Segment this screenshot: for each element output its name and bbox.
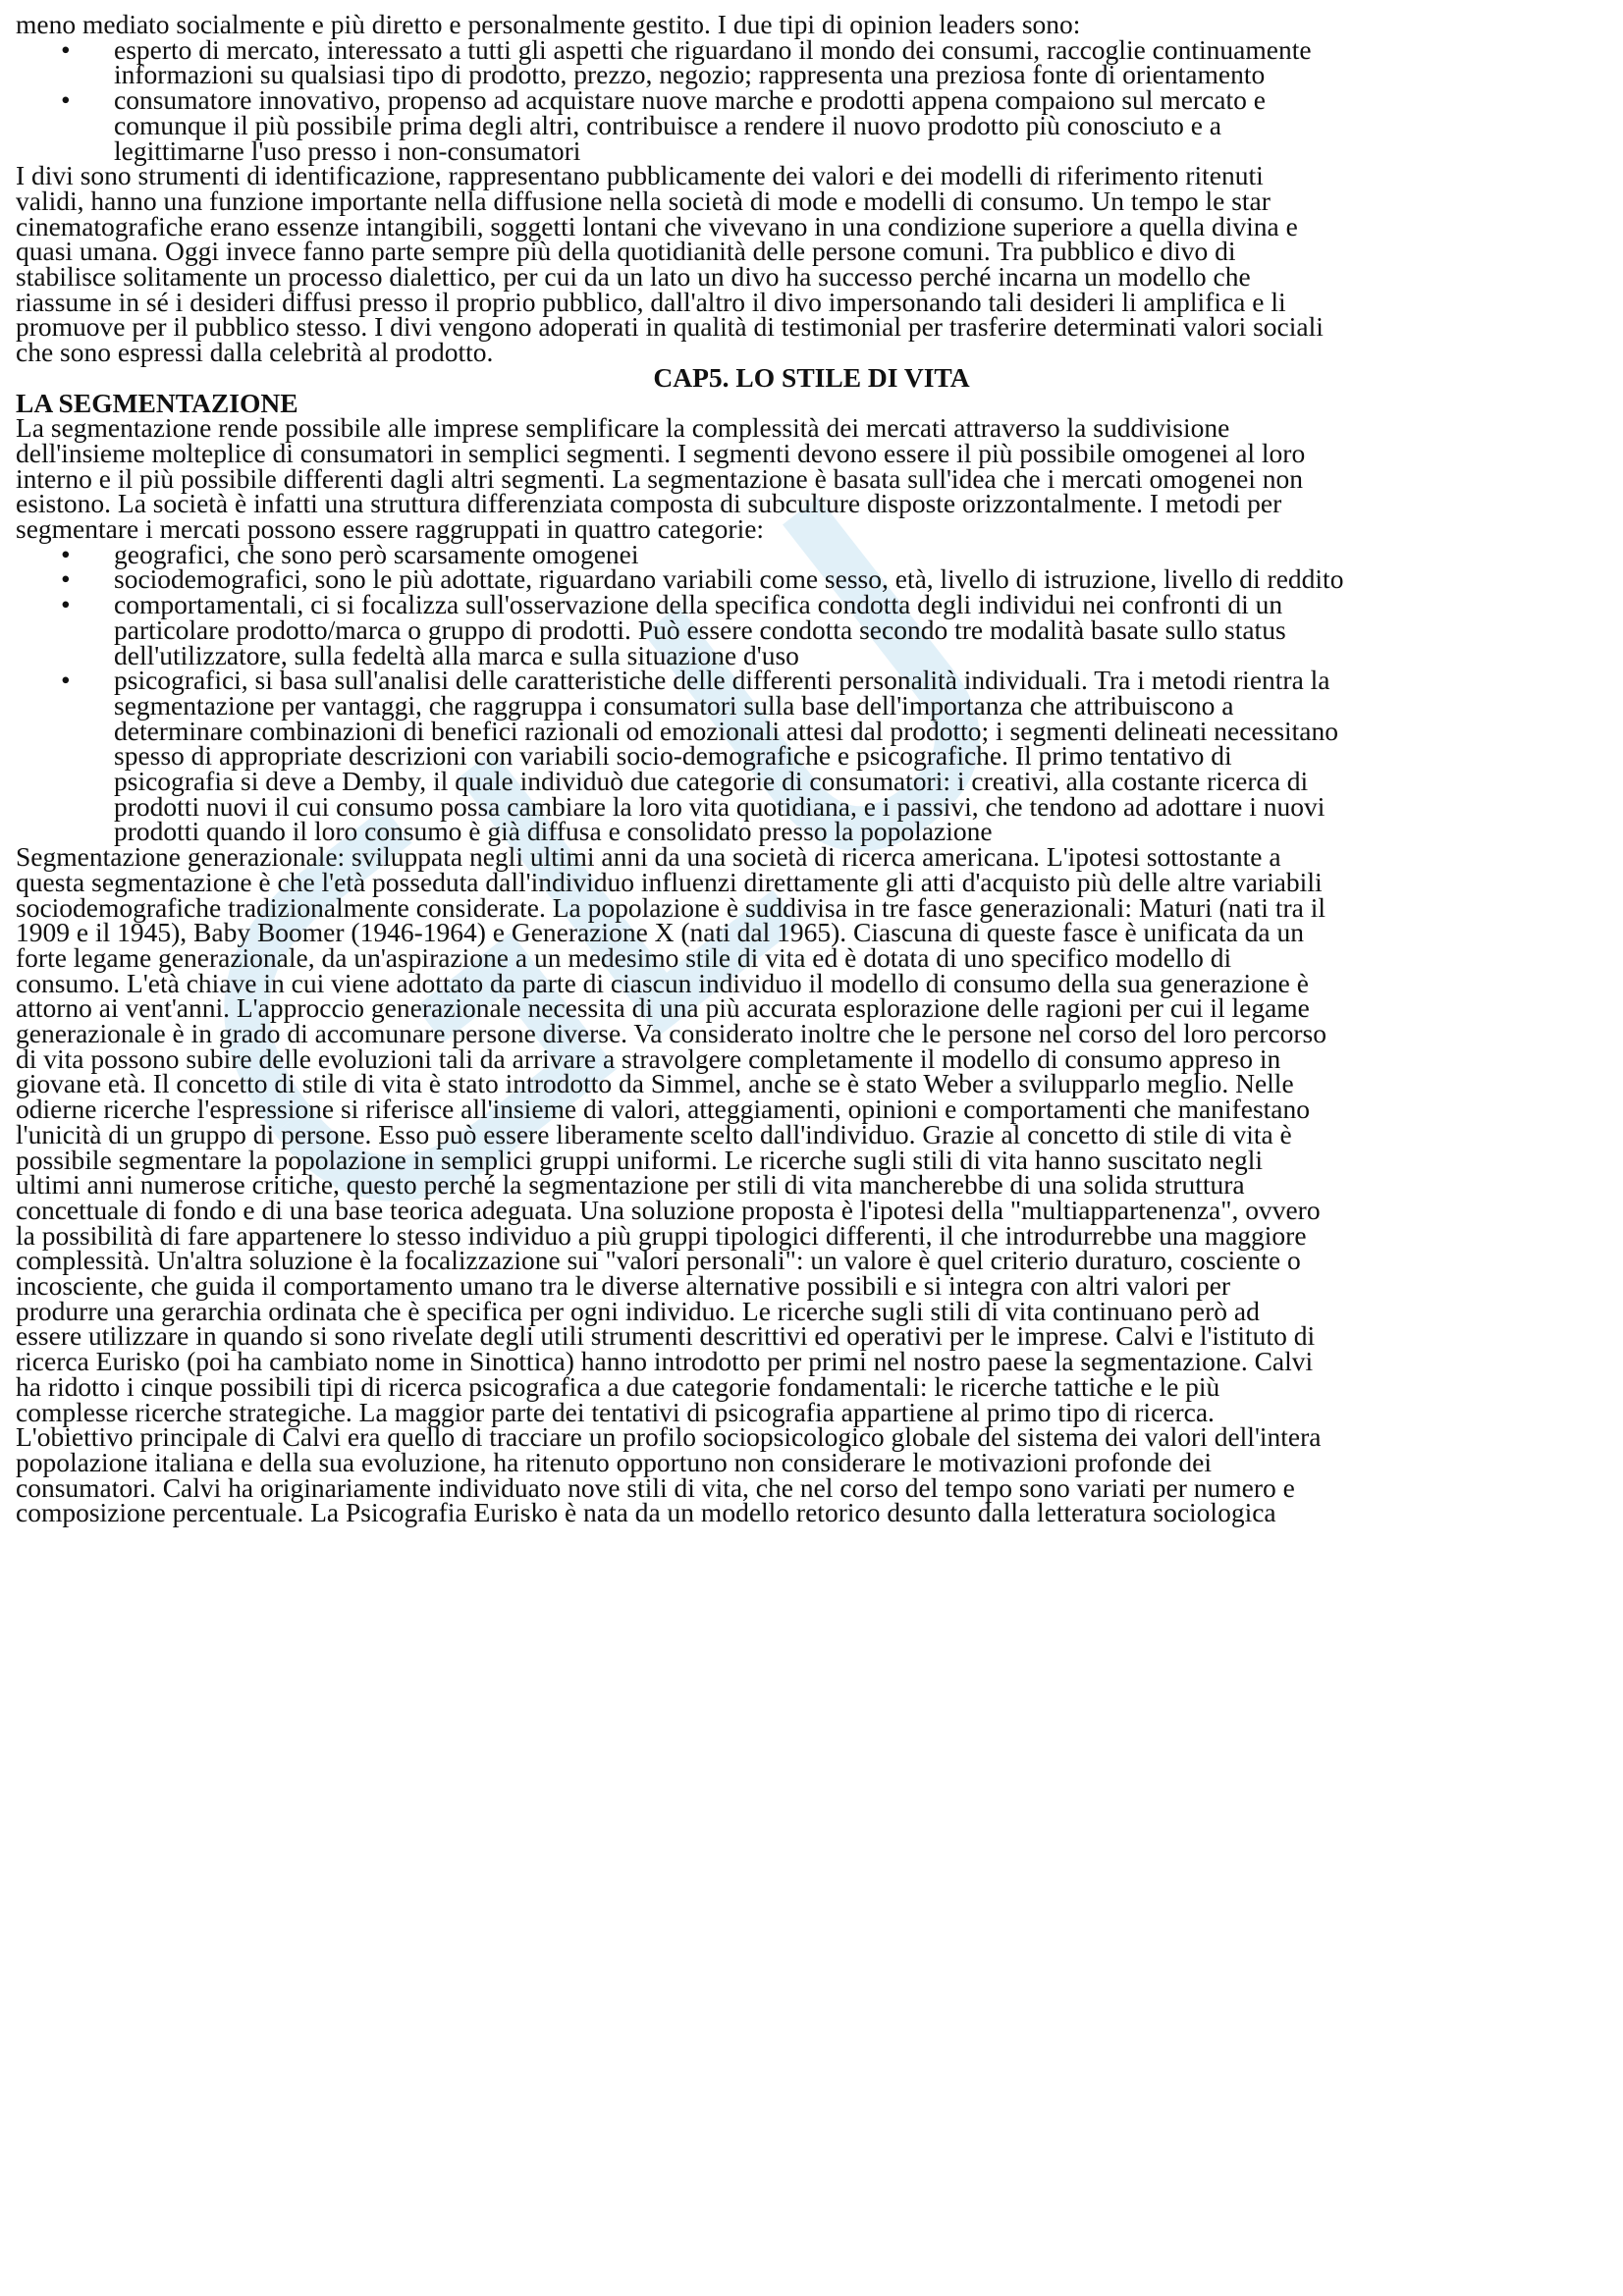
paragraph-line: generazionale è in grado di accomunare persone diverse. Va considerato inoltre che le persone nel corso del loro percorso <box>16 1018 1326 1048</box>
paragraph-line: stabilisce solitamente un processo dialettico, per cui da un lato un divo ha successo perché incarna un modello che <box>16 261 1251 292</box>
paragraph-line: riassume in sé i desideri diffusi presso il proprio pubblico, dall'altro il divo impersonando tali desideri li amplifica e li <box>16 286 1286 317</box>
bullet-marker: • <box>61 84 71 116</box>
paragraph-line: 1909 e il 1945), Baby Boomer (1946-1964) e Generazione X (nati dal 1965). Ciascuna di queste fasce è unificata da un <box>16 917 1304 948</box>
paragraph-line: che sono espressi dalla celebrità al prodotto. <box>16 337 494 368</box>
paragraph-line: incosciente, che guida il comportamento umano tra le diverse alternative possibili e si integra con altri valori per <box>16 1270 1231 1301</box>
paragraph-line: popolazione italiana e della sua evoluzione, ha ritenuto opportuno non considerare le motivazioni profonde dei <box>16 1446 1213 1477</box>
paragraph-line: complesse ricerche strategiche. La maggior parte dei tentativi di psicografia appartiene al primo tipo di ricerca. <box>16 1396 1215 1427</box>
list-item-line: particolare prodotto/marca o gruppo di prodotti. Può essere condotta secondo tre modalità basate sullo status <box>114 614 1286 645</box>
paragraph-line: ricerca Eurisko (poi ha cambiato nome in Sinottica) hanno introdotto per primi nel nostro paese la segmentazione. Calvi <box>16 1346 1314 1377</box>
paragraph-line: essere utilizzare in quando si sono rivelate degli utili strumenti descrittivi ed operativi per le imprese. Calvi e l'istituto di <box>16 1320 1316 1352</box>
paragraph-line: meno mediato socialmente e più diretto e personalmente gestito. I due tipi di opinion leaders sono: <box>16 9 1081 39</box>
paragraph-line: possibile segmentare la popolazione in semplici gruppi uniformi. Le ricerche sugli stili di vita hanno suscitato negli <box>16 1144 1264 1175</box>
list-item-line: informazioni su qualsiasi tipo di prodotto, prezzo, negozio; rappresenta una preziosa fonte di orientamento <box>114 59 1266 90</box>
paragraph-line: Segmentazione generazionale: sviluppata negli ultimi anni da una società di ricerca americana. L'ipotesi sottostante a <box>16 841 1281 873</box>
paragraph-line: forte legame generazionale, da un'aspirazione a un medesimo stile di vita ed è dotata di uno specifico modello di <box>16 941 1232 973</box>
paragraph-line: di vita possono subire delle evoluzioni tali da arrivare a stravolgere completamente il modello di consumo appreso in <box>16 1042 1281 1074</box>
paragraph-line: questa segmentazione è che l'età posseduta dall'individuo influenzi direttamente gli atti d'acquisto più delle altre variabili <box>16 866 1323 897</box>
paragraph-line: esistono. La società è infatti una struttura differenziata composta di subculture disposte orizzontalmente. I metodi per <box>16 488 1282 519</box>
paragraph-line: odierne ricerche l'espressione si riferisce all'insieme di valori, atteggiamenti, opinioni e comportamenti che manifestano <box>16 1094 1310 1125</box>
list-item-line: determinare combinazioni di benefici razionali od emozionali attesi dal prodotto; i segmenti delineati necessitano <box>114 715 1339 746</box>
paragraph-line: ultimi anni numerose critiche, questo perché la segmentazione per stili di vita mancherebbe di una solida struttura <box>16 1169 1245 1201</box>
paragraph-line: segmentare i mercati possono essere raggruppati in quattro categorie: <box>16 513 765 544</box>
paragraph-line: ha ridotto i cinque possibili tipi di ricerca psicografica a due categorie fondamentali: le ricerche tattiche e le più <box>16 1370 1220 1402</box>
paragraph-line: composizione percentuale. La Psicografia Eurisko è nata da un modello retorico desunto dalla letteratura sociologica <box>16 1497 1276 1528</box>
section-title: LA SEGMENTAZIONE <box>16 387 298 418</box>
paragraph-line: la possibilità di fare appartenere lo stesso individuo a più gruppi tipologici differenti, il che introdurrebbe una maggiore <box>16 1219 1307 1251</box>
bullet-marker: • <box>61 589 71 620</box>
chapter-title: CAP5. LO STILE DI VITA <box>653 361 970 393</box>
list-item-line: geografici, che sono però scarsamente omogenei <box>114 538 639 569</box>
paragraph-line: La segmentazione rende possibile alle imprese semplificare la complessità dei mercati attraverso la suddivisione <box>16 412 1230 444</box>
paragraph-line: quasi umana. Oggi invece fanno parte sempre più della quotidianità delle persone comuni. Tra pubblico e divo di <box>16 236 1236 267</box>
list-item-line: prodotti quando il loro consumo è già diffusa e consolidato presso la popolazione <box>114 816 993 847</box>
paragraph-line: produrre una gerarchia ordinata che è specifica per ogni individuo. Le ricerche sugli stili di vita continuano però ad <box>16 1295 1260 1326</box>
paragraph-line: L'obiettivo principale di Calvi era quello di tracciare un profilo sociopsicologico globale del sistema dei valori dell'intera <box>16 1421 1322 1453</box>
list-item-line: legittimarne l'uso presso i non-consumatori <box>114 134 581 166</box>
bullet-marker: • <box>61 563 71 595</box>
paragraph-line: I divi sono strumenti di identificazione, rappresentano pubblicamente dei valori e dei modelli di riferimento ritenuti <box>16 160 1264 191</box>
bullet-marker: • <box>61 665 71 696</box>
paragraph-line: sociodemografiche tradizionalmente considerate. La popolazione è suddivisa in tre fasce generazionali: Maturi (nati tra il <box>16 891 1325 923</box>
list-item-line: comportamentali, ci si focalizza sull'osservazione della specifica condotta degli individui nei confronti di un <box>114 589 1283 620</box>
paragraph-line: consumo. L'età chiave in cui viene adottato da parte di ciascun individuo il modello di consumo della sua generazione è <box>16 967 1309 998</box>
paragraph-line: concettuale di fondo e di una base teorica adeguata. Una soluzione proposta è l'ipotesi della "multiappartenenza", ovvero <box>16 1194 1321 1225</box>
paragraph-line: promuove per il pubblico stesso. I divi vengono adoperati in qualità di testimonial per trasferire determinati valori sociali <box>16 311 1324 343</box>
bullet-marker: • <box>61 33 71 65</box>
paragraph-line: complessità. Un'altra soluzione è la focalizzazione sui "valori personali": un valore è quel criterio duraturo, cosciente o <box>16 1245 1301 1276</box>
paragraph-line: validi, hanno una funzione importante nella diffusione nella società di mode e modelli di consumo. Un tempo le star <box>16 185 1271 216</box>
list-item-line: sociodemografici, sono le più adottate, riguardano variabili come sesso, età, livello di istruzione, livello di reddito <box>114 563 1344 595</box>
paragraph-line: dell'insieme molteplice di consumatori in semplici segmenti. I segmenti devono essere il più possibile omogenei al loro <box>16 437 1306 468</box>
paragraph-line: l'unicità di un gruppo di persone. Esso può essere liberamente scelto dall'individuo. Grazie al concetto di stile di vita è <box>16 1118 1292 1149</box>
list-item-line: dell'utilizzatore, sulla fedeltà alla marca e sulla situazione d'uso <box>114 639 799 670</box>
list-item-line: esperto di mercato, interessato a tutti gli aspetti che riguardano il mondo dei consumi, raccoglie continuamente <box>114 33 1312 65</box>
list-item-line: psicografici, si basa sull'analisi delle caratteristiche delle differenti personalità individuali. Tra i metodi rientra la <box>114 665 1330 696</box>
list-item-line: spesso di appropriate descrizioni con variabili socio-demografiche e psicografiche. Il primo tentativo di <box>114 740 1232 772</box>
list-item-line: comunque il più possibile prima degli altri, contribuisce a rendere il nuovo prodotto più conosciuto e a <box>114 109 1221 140</box>
paragraph-line: interno e il più possibile differenti dagli altri segmenti. La segmentazione è basata sull'idea che i mercati omogenei non <box>16 462 1304 494</box>
paragraph-line: giovane età. Il concetto di stile di vita è stato introdotto da Simmel, anche se è stato Weber a svilupparlo meglio. Nelle <box>16 1068 1294 1099</box>
paragraph-line: cinematografiche erano essenze intangibili, soggetti lontani che vivevano in una condizione superiore a quella divina e <box>16 210 1298 241</box>
list-item-line: prodotti nuovi il cui consumo possa cambiare la loro vita quotidiana, e i passivi, che tendono ad adottare i nuovi <box>114 790 1325 822</box>
paragraph-line: consumatori. Calvi ha originariamente individuato nove stili di vita, che nel corso del tempo sono variati per numero e <box>16 1471 1295 1503</box>
list-item-line: segmentazione per vantaggi, che raggruppa i consumatori sulla base dell'importanza che attribuiscono a <box>114 689 1234 721</box>
paragraph-line: attorno ai vent'anni. L'approccio generazionale necessita di una più accurata esplorazione delle ragioni per cui il legame <box>16 992 1310 1024</box>
bullet-marker: • <box>61 538 71 569</box>
list-item-line: consumatore innovativo, propenso ad acquistare nuove marche e prodotti appena compaiono sul mercato e <box>114 84 1266 116</box>
list-item-line: psicografia si deve a Demby, il quale individuò due categorie di consumatori: i creativi, alla costante ricerca di <box>114 766 1309 796</box>
